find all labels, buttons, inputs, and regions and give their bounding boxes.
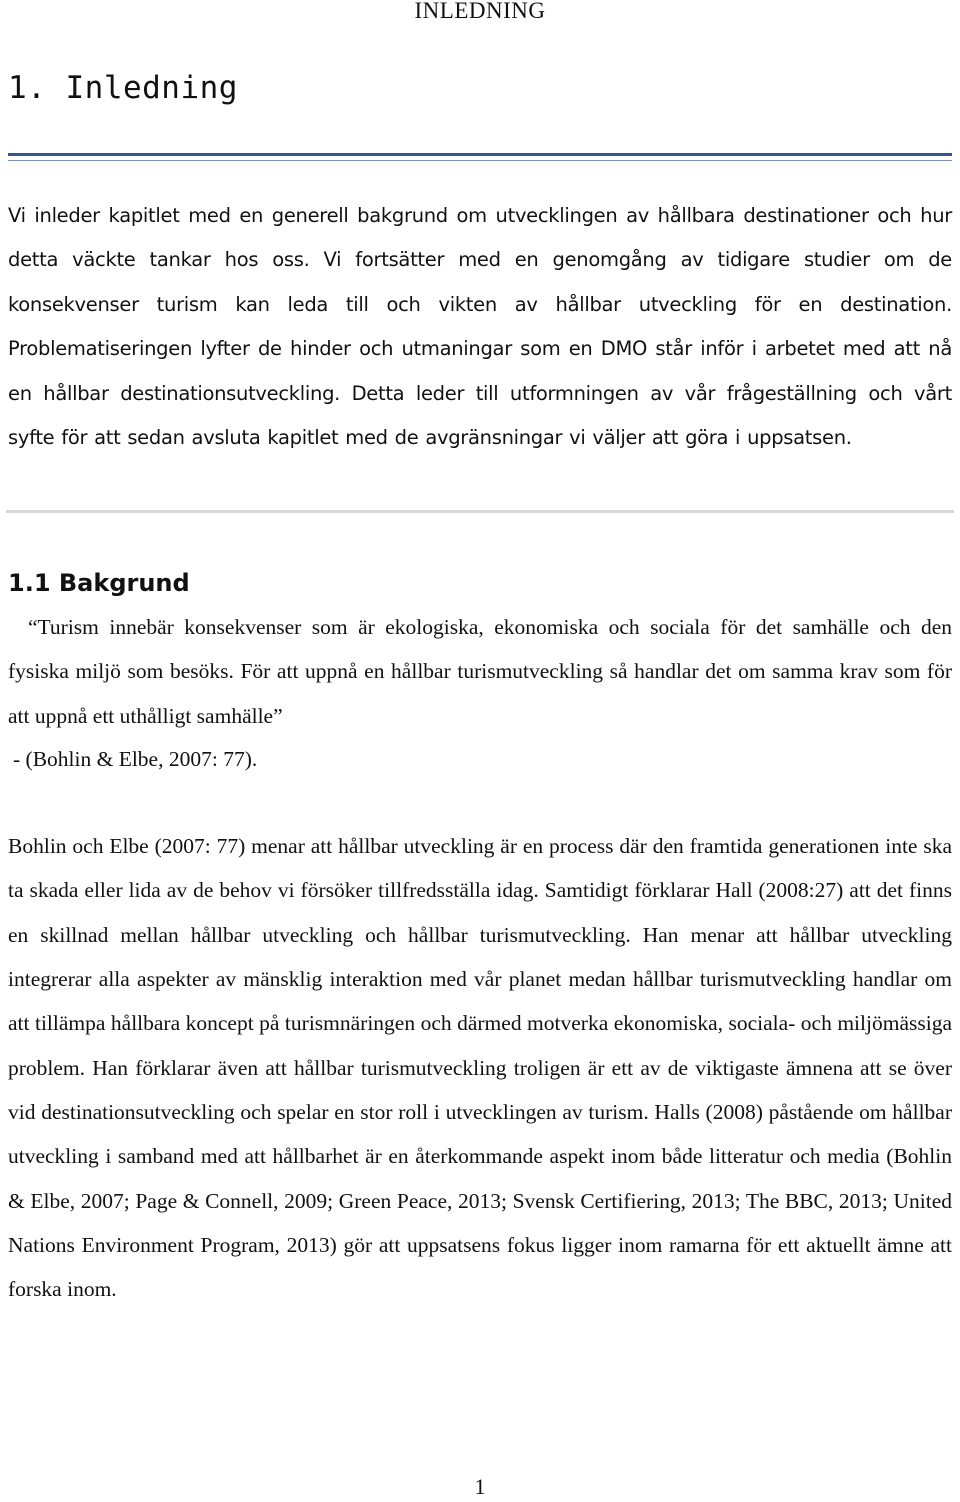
quote-text: “Turism innebär konsekvenser som är ekologiska, ekonomiska och sociala för det samhälle och den fysiska miljö som besöks. För att uppnå en hållbar turismutveckling så handlar det om samma krav som för att uppnå ett uthålligt samhälle” (8, 615, 952, 728)
body-paragraph: Bohlin och Elbe (2007: 77) menar att hållbar utveckling är en process där den framtida generationen inte ska ta skada eller lida av de behov vi försöker tillfredsställa idag. Samtidigt förklarar Hall (2008:27) att det finns en skillnad mellan hållbar utveckling och hållbar turismutveckling. Han menar att hållbar utveckling integrerar alla aspekter av mänsklig interaktion med vår planet medan hållbar turismutveckling handlar om att tillämpa hållbara koncept på turismnäringen och därmed motverka ekonomiska, sociala- och miljömässiga problem. Han förklarar även att hållbar turismutveckling troligen är ett av de viktigaste ämnena att se över vid destinationsutveckling och spelar en stor roll i utvecklingen av turism. Halls (2008) påstående om hållbar utveckling i samband med att hållbarhet är en återkommande aspekt inom både litteratur och media (Bohlin & Elbe, 2007; Page & Connell, 2009; Green Peace, 2013; Svensk Certifiering, 2013; The BBC, 2013; United Nations Environment Program, 2013) gör att uppsatsens fokus ligger inom ramarna för ett aktuellt ämne att forska inom. (8, 834, 952, 1302)
title-underline-rule-thin (8, 160, 952, 161)
page-number: 1 (474, 1474, 486, 1499)
quote-citation: - (Bohlin & Elbe, 2007: 77). (13, 747, 258, 771)
section-heading-bakgrund: 1.1 Bakgrund (8, 569, 190, 597)
section-divider (6, 510, 954, 513)
title-underline-rule (8, 153, 952, 156)
chapter-title: 1. Inledning (8, 70, 238, 106)
running-header: INLEDNING (414, 0, 546, 23)
intro-paragraph: Vi inleder kapitlet med en generell bakgrund om utvecklingen av hållbara destinationer och hur detta väckte tankar hos oss. Vi fortsätter med en genomgång av tidigare studier om de konsekvenser turism kan leda till och vikten av hållbar utveckling för en destination. Problematiseringen lyfter de hinder och utmaningar som en DMO står inför i arbetet med att nå en hållbar destinationsutveckling. Detta leder till utformningen av vår frågeställning och vårt syfte för att sedan avsluta kapitlet med de avgränsningar vi väljer att göra i uppsatsen. (8, 204, 952, 450)
block-quote (8, 605, 952, 738)
